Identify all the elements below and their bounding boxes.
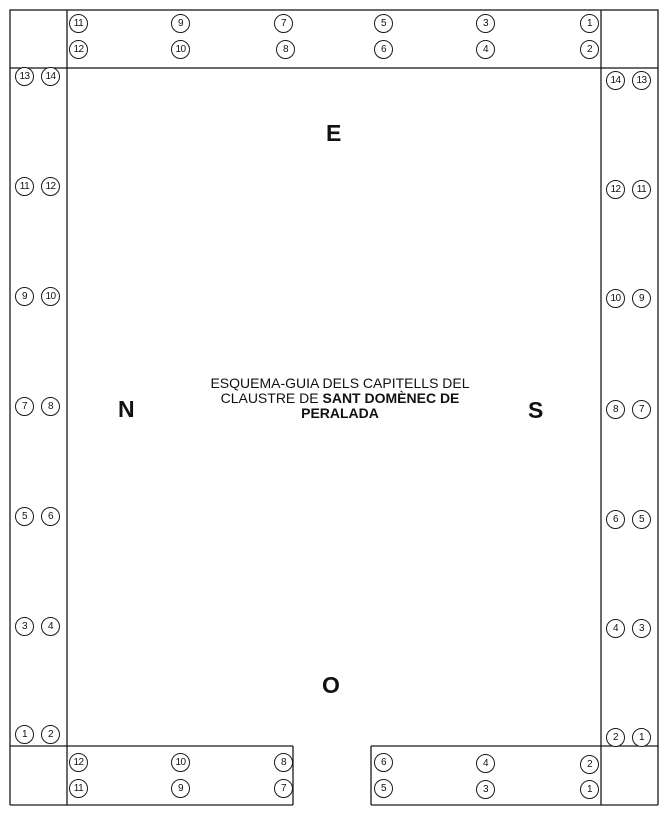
- capital-south-a-4: 8: [606, 400, 625, 419]
- capital-east-bottom-1: 12: [69, 40, 88, 59]
- capital-north-b-7: 2: [41, 725, 60, 744]
- direction-west-label: O: [322, 672, 340, 698]
- capital-west-bottom-6: 1: [580, 780, 599, 799]
- capital-west-bottom-4: 5: [374, 779, 393, 798]
- capital-west-top-3: 8: [274, 753, 293, 772]
- capital-north-b-5: 6: [41, 507, 60, 526]
- direction-south-label: S: [528, 397, 544, 423]
- capital-west-bottom-3: 7: [274, 779, 293, 798]
- capital-south-a-3: 10: [606, 289, 625, 308]
- diagram-title: [190, 376, 490, 421]
- capital-west-top-4: 6: [374, 753, 393, 772]
- title-line-3: PERALADA: [301, 405, 379, 421]
- capital-east-bottom-4: 6: [374, 40, 393, 59]
- title-line-2-prefix: CLAUSTRE DE: [220, 390, 323, 406]
- capital-south-b-6: 3: [632, 619, 651, 638]
- capital-north-b-2: 12: [41, 177, 60, 196]
- capital-west-top-1: 12: [69, 753, 88, 772]
- capital-west-top-5: 4: [476, 754, 495, 773]
- capital-east-bottom-3: 8: [276, 40, 295, 59]
- title-line-2: [190, 391, 490, 406]
- capital-south-b-7: 1: [632, 728, 651, 747]
- capital-north-b-6: 4: [41, 617, 60, 636]
- capital-south-a-5: 6: [606, 510, 625, 529]
- capital-south-a-1: 14: [606, 71, 625, 90]
- capital-east-top-3: 7: [274, 14, 293, 33]
- capital-north-b-1: 14: [41, 67, 60, 86]
- capital-east-top-1: 11: [69, 14, 88, 33]
- direction-east-label: E: [326, 120, 342, 146]
- capital-south-b-1: 13: [632, 71, 651, 90]
- east-gallery-border: [10, 10, 658, 68]
- capital-east-top-5: 3: [476, 14, 495, 33]
- capital-north-a-1: 13: [15, 67, 34, 86]
- capital-north-a-2: 11: [15, 177, 34, 196]
- capital-east-top-2: 9: [171, 14, 190, 33]
- title-line-1: ESQUEMA-GUIA DELS CAPITELLS DEL: [210, 375, 470, 391]
- capital-south-b-2: 11: [632, 180, 651, 199]
- capital-north-a-3: 9: [15, 287, 34, 306]
- capital-west-top-2: 10: [171, 753, 190, 772]
- capital-south-b-4: 7: [632, 400, 651, 419]
- capital-east-top-4: 5: [374, 14, 393, 33]
- capital-north-a-4: 7: [15, 397, 34, 416]
- capital-east-bottom-2: 10: [171, 40, 190, 59]
- capital-east-bottom-5: 4: [476, 40, 495, 59]
- direction-north-label: N: [118, 396, 135, 422]
- capital-south-b-3: 9: [632, 289, 651, 308]
- capital-west-top-6: 2: [580, 755, 599, 774]
- capital-north-a-7: 1: [15, 725, 34, 744]
- capital-east-bottom-6: 2: [580, 40, 599, 59]
- title-line-2-bold: SANT DOMÈNEC DE: [322, 390, 460, 406]
- capital-north-b-4: 8: [41, 397, 60, 416]
- capital-west-bottom-5: 3: [476, 780, 495, 799]
- capital-south-a-2: 12: [606, 180, 625, 199]
- capital-north-a-5: 5: [15, 507, 34, 526]
- capital-south-b-5: 5: [632, 510, 651, 529]
- capital-east-top-6: 1: [580, 14, 599, 33]
- capital-west-bottom-2: 9: [171, 779, 190, 798]
- capital-north-b-3: 10: [41, 287, 60, 306]
- capital-south-a-6: 4: [606, 619, 625, 638]
- capital-south-a-7: 2: [606, 728, 625, 747]
- capital-north-a-6: 3: [15, 617, 34, 636]
- capital-west-bottom-1: 11: [69, 779, 88, 798]
